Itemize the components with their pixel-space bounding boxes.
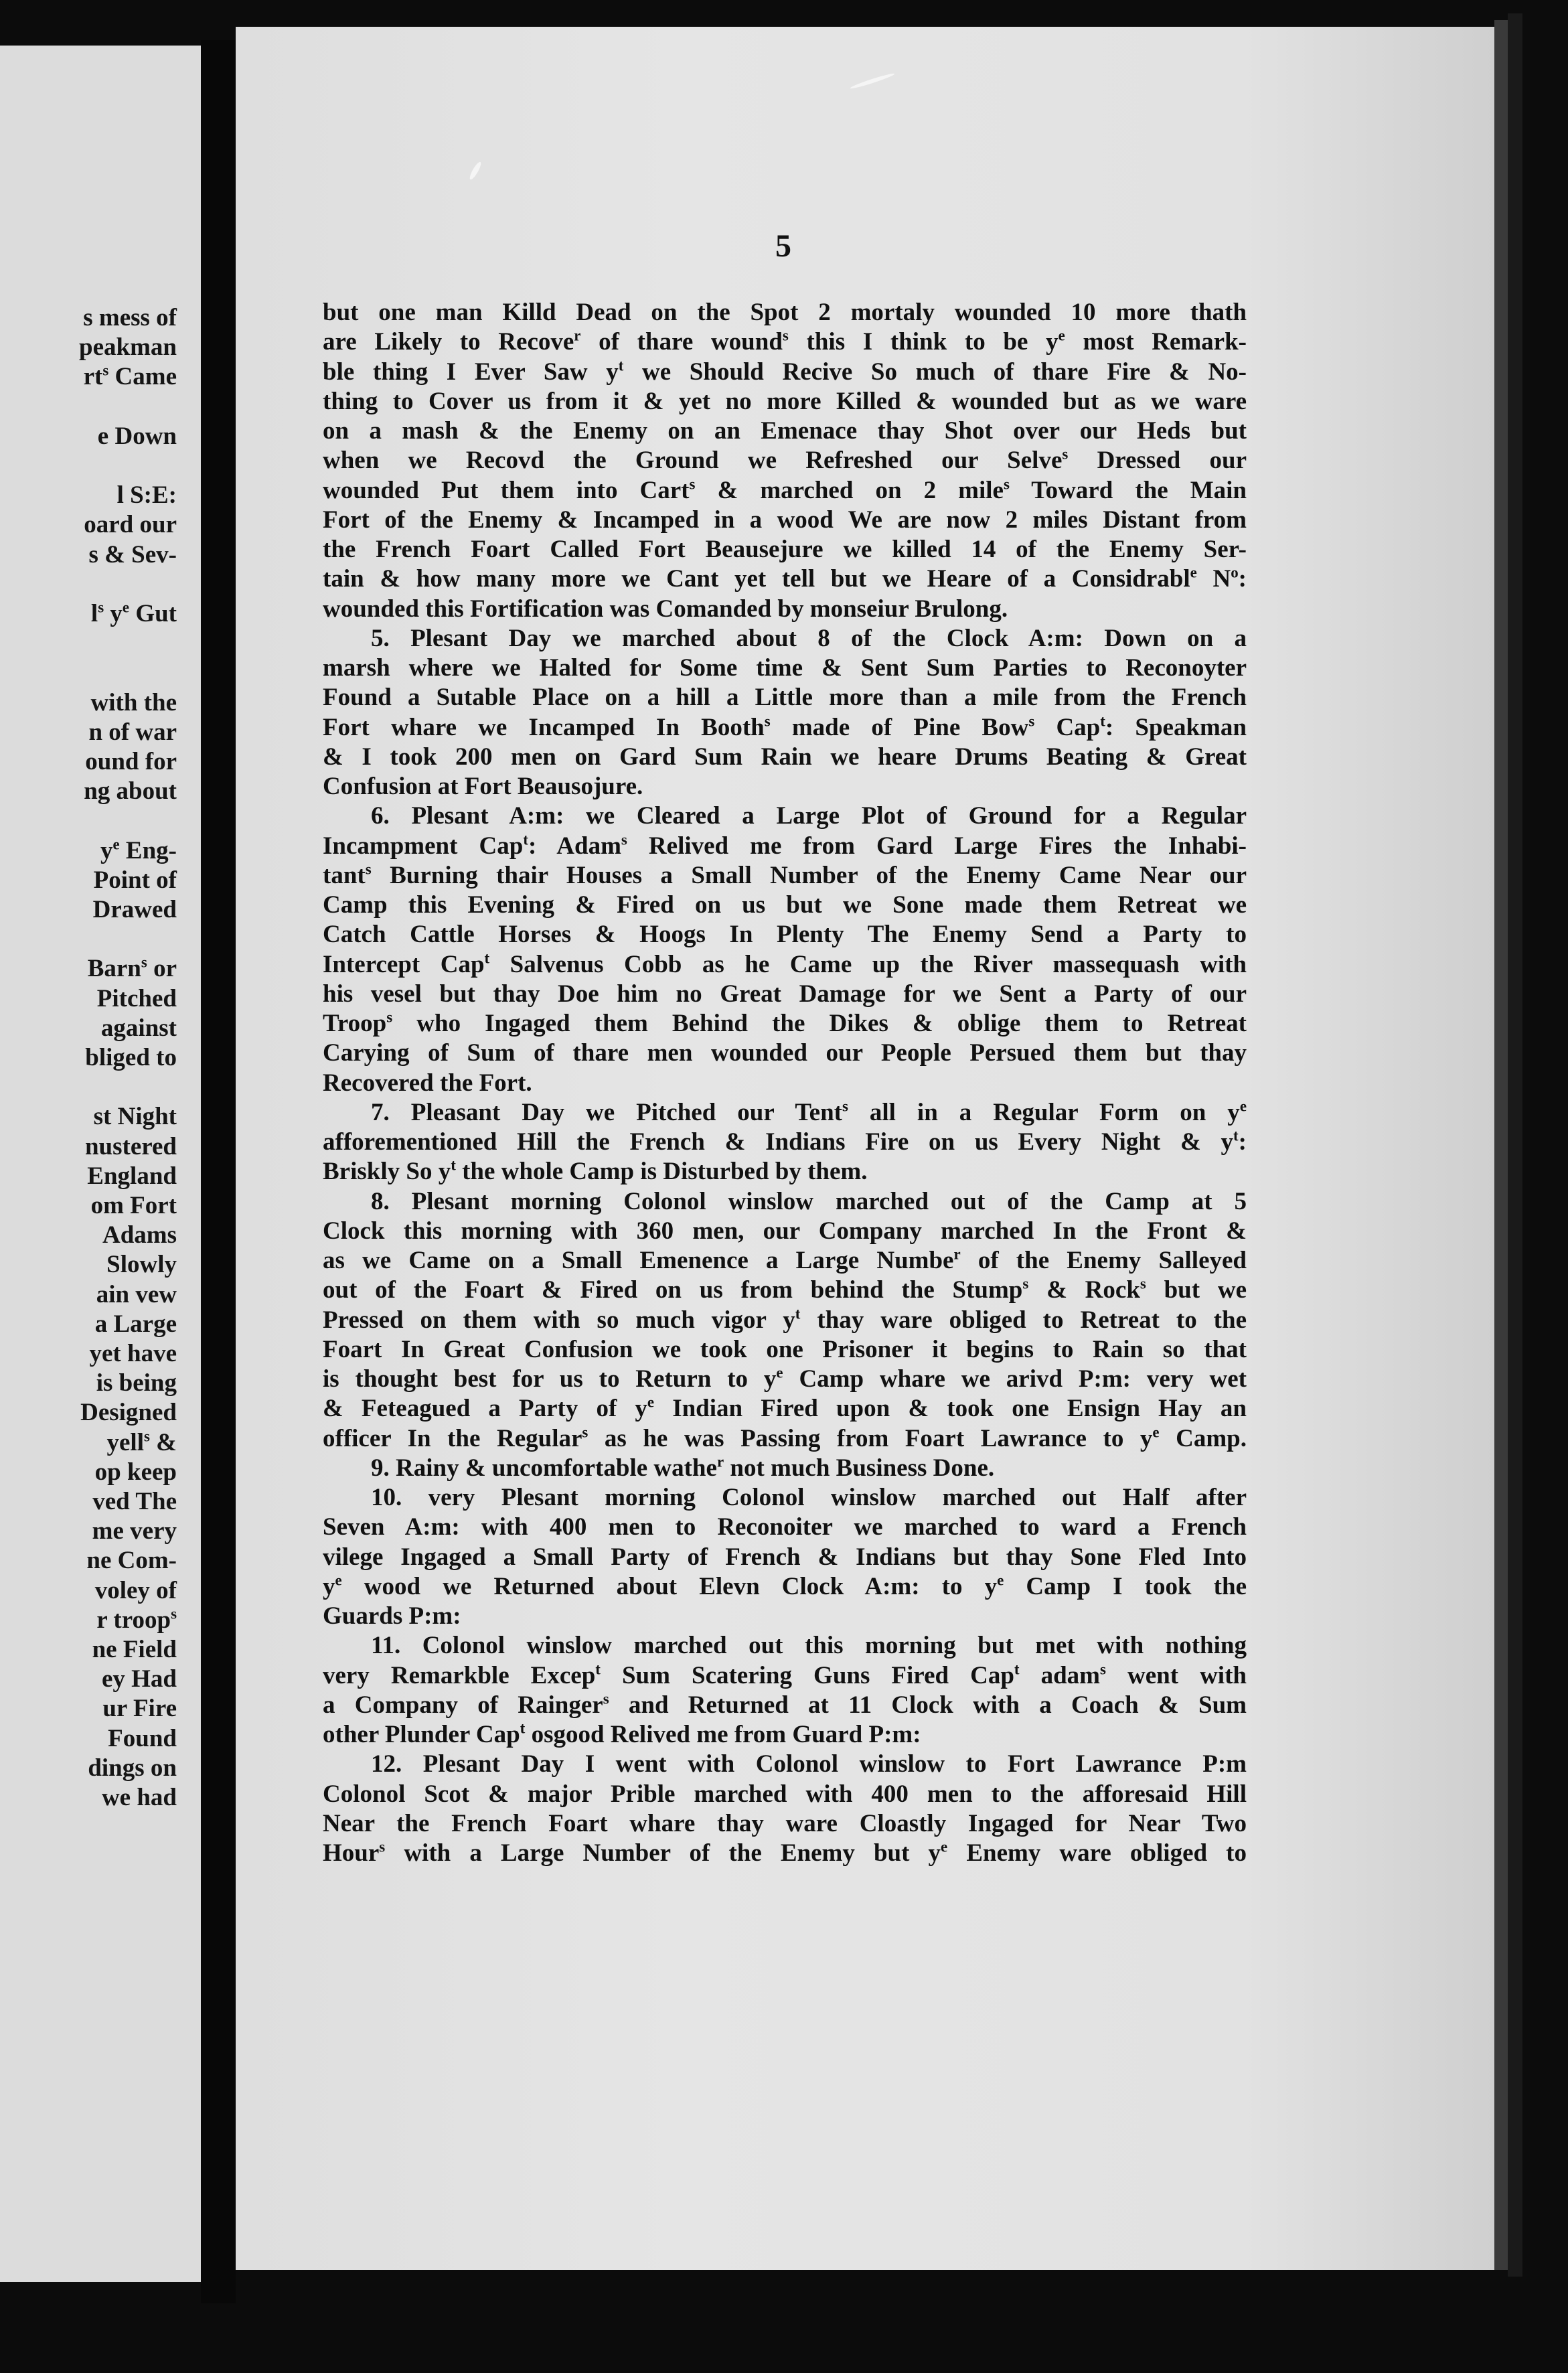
facing-page-fragment <box>0 46 202 2282</box>
text-line: but one man Killd Dead on the Spot 2 mortaly wounded 10 more thath <box>323 299 1247 326</box>
text-line: & I took 200 men on Gard Sum Rain we heare Drums Beating & Great <box>323 743 1247 771</box>
text-line: Intercept Cap$^t$ Salvenus Cobb as he Came up the River massequash with <box>323 949 1247 978</box>
book-gutter <box>201 40 236 2303</box>
page-edge <box>1494 20 1508 2270</box>
text-line: Pressed on them with so much vigor $y^t$ thay ware obliged to Retreat to the <box>323 1304 1247 1334</box>
facing-page-line: r troop$^s$ <box>96 1605 177 1634</box>
facing-page-line: e Down <box>97 422 177 450</box>
text-line: out of the Foart & Fired on us from behind the Stump$^s$ & Rock$^s$ but we <box>323 1275 1247 1304</box>
text-line: officer In the Regular$^s$ as he was Passing from Foart Lawrance to $y^e$ Camp. <box>323 1423 1247 1452</box>
text-line: Foart In Great Confusion we took one Prisoner it begins to Rain so that <box>323 1335 1247 1363</box>
text-line: Fort of the Enemy & Incamped in a wood We are now 2 miles Distant from <box>323 506 1247 534</box>
text-line: ble thing I Ever Saw $y^t$ we Should Recive So much of thare Fire & No- <box>323 356 1247 386</box>
facing-page-line: me very <box>92 1517 177 1545</box>
text-line: thing to Cover us from it & yet no more Killed & wounded but as we ware <box>323 387 1247 415</box>
facing-page-line: with the <box>90 688 177 716</box>
facing-page-line: voley of <box>94 1576 177 1604</box>
text-line: Clock this morning with 360 men, our Company marched In the Front & <box>323 1217 1247 1245</box>
text-line: when we Recovd the Ground we Refreshed our Selve$^s$ Dressed our <box>323 445 1247 475</box>
text-line: on a mash & the Enemy on an Emenace thay Shot over our Heds but <box>323 417 1247 445</box>
facing-page-line: bliged to <box>85 1044 177 1071</box>
text-line: 11. Colonol winslow marched out this morning but met with nothing <box>371 1632 1247 1660</box>
text-line: Recovered the Fort. <box>323 1069 532 1097</box>
text-line: is thought best for us to Return to $y^e$ Camp whare we arivd P:m: very wet <box>323 1364 1247 1393</box>
text-line: Carying of Sum of thare men wounded our People Persued them but thay <box>323 1039 1247 1067</box>
facing-page-line: peakman <box>79 333 177 362</box>
facing-page-line: Designed <box>80 1399 177 1427</box>
facing-page-line: Adams <box>102 1221 177 1249</box>
text-line: Briskly So $y^t$ the whole Camp is Disturbed by them. <box>323 1156 868 1186</box>
text-line: tant$^s$ Burning thair Houses a Small Number of the Enemy Came Near our <box>323 860 1247 889</box>
text-line: 6. Plesant A:m: we Cleared a Large Plot of Ground for a Regular <box>371 802 1247 830</box>
facing-page-line: is being <box>96 1369 177 1397</box>
facing-page-line: n of war <box>88 718 177 746</box>
facing-page-line: ved The <box>92 1488 177 1515</box>
text-line: 5. Plesant Day we marched about 8 of the Clock A:m: Down on a <box>371 624 1247 652</box>
text-line: Hour$^s$ with a Large Number of the Enemy but $y^e$ Enemy ware obliged to <box>323 1838 1247 1867</box>
text-line: Camp this Evening & Fired on us but we Sone made them Retreat we <box>323 891 1247 919</box>
facing-page-line: l S:E: <box>116 481 177 510</box>
facing-page-line: yell$^s$ & <box>106 1427 177 1456</box>
facing-page-line: $rt^s$ Came <box>83 362 177 391</box>
facing-page-line: yet have <box>89 1340 177 1367</box>
text-line: Catch Cattle Horses & Hoogs In Plenty The Enemy Send a Party to <box>323 921 1247 949</box>
text-line: 10. very Plesant morning Colonol winslow marched out Half after <box>371 1484 1247 1511</box>
facing-page-line: ne Com- <box>86 1547 177 1575</box>
facing-page-line: ain vew <box>96 1280 177 1308</box>
text-line: as we Came on a Small Emenence a Large Numbe$^r$ of the Enemy Salleyed <box>323 1245 1247 1274</box>
facing-page-line: a Large <box>94 1310 177 1338</box>
facing-page-line: ur Fire <box>102 1695 177 1723</box>
facing-page-line: England <box>87 1162 177 1190</box>
facing-page-line: nustered <box>84 1132 177 1160</box>
facing-page-line: s & Sev- <box>88 540 177 568</box>
facing-page-line: st Night <box>93 1103 177 1131</box>
facing-page-line: s mess of <box>83 304 177 331</box>
facing-page-line: Barn$^s$ or <box>87 953 177 983</box>
text-line: 9. Rainy & uncomfortable wathe$^r$ not much Business Done. <box>371 1453 995 1482</box>
text-line: his vesel but thay Doe him no Great Damage for we Sent a Party of our <box>323 980 1247 1008</box>
text-line: Confusion at Fort Beausojure. <box>323 773 643 800</box>
text-line: Colonol Scot & major Prible marched with 400 men to the afforesaid Hill <box>323 1780 1247 1808</box>
text-line: the French Foart Called Fort Beausejure we killed 14 of the Enemy Ser- <box>323 536 1247 563</box>
text-line: are Likely to Recove$^r$ of thare wound$^s$ this I think to be $y^e$ most Remark- <box>323 327 1247 356</box>
text-line: wounded Put them into Cart$^s$ & marched on 2 mile$^s$ Toward the Main <box>323 475 1247 504</box>
text-line: very Remarkble Excep$^t$ Sum Scatering Guns Fired Cap$^t$ adam$^s$ went with <box>323 1660 1247 1689</box>
text-line: Guards P:m: <box>323 1602 461 1630</box>
text-line: marsh where we Halted for Some time & Sent Sum Parties to Reconoyter <box>323 654 1247 682</box>
text-line: Found a Sutable Place on a hill a Little more than a mile from the French <box>323 684 1247 712</box>
text-line: wounded this Fortification was Comanded by monseiur Brulong. <box>323 595 1008 623</box>
facing-page-line: ey Had <box>101 1665 177 1693</box>
text-line: tain & how many more we Cant yet tell but we Heare of a Considrabl$^e$ $N^o$: <box>323 564 1247 593</box>
text-line: & Feteagued a Party of $y^e$ Indian Fired upon & took one Ensign Hay an <box>323 1393 1247 1423</box>
facing-page-line: Found <box>108 1724 177 1752</box>
text-line: other Plunder Cap$^t$ osgood Relived me from Guard P:m: <box>323 1719 921 1748</box>
facing-page-line: oard our <box>84 511 177 539</box>
text-line: vilege Ingaged a Small Party of French & Indians but thay Sone Fled Into <box>323 1543 1247 1571</box>
text-line: a Company of Rainger$^s$ and Returned at 11 Clock with a Coach & Sum <box>323 1690 1247 1719</box>
page-edge-shadow <box>1508 13 1522 2277</box>
text-line: Near the French Foart whare thay ware Cloastly Ingaged for Near Two <box>323 1809 1247 1837</box>
facing-page-line: $l^s$ $y^e$ Gut <box>90 599 177 627</box>
text-line: 7. Pleasant Day we Pitched our Tent$^s$ all in a Regular Form on $y^e$ <box>371 1097 1247 1126</box>
facing-page-line: ne Field <box>92 1636 177 1663</box>
facing-page-line: ound for <box>85 748 177 775</box>
text-line: 12. Plesant Day I went with Colonol winslow to Fort Lawrance P:m <box>371 1750 1247 1778</box>
facing-page-line: Drawed <box>92 896 177 923</box>
text-line: Troop$^s$ who Ingaged them Behind the Dikes & oblige them to Retreat <box>323 1008 1247 1037</box>
facing-page-line: op keep <box>94 1458 177 1486</box>
journal-text <box>323 298 1247 1868</box>
text-line: Seven A:m: with 400 men to Reconoiter we marched to ward a French <box>323 1513 1247 1541</box>
facing-page-line: Slowly <box>106 1251 177 1279</box>
facing-page-line: $y^e$ Eng- <box>100 835 177 864</box>
text-line: Fort whare we Incamped In Booth$^s$ made of Pine Bow$^s$ Cap$^t$: Speakman <box>323 712 1247 741</box>
facing-page-line: ng about <box>84 777 177 806</box>
facing-page-line: Point of <box>93 866 177 894</box>
text-line: 8. Plesant morning Colonol winslow marched out of the Camp at 5 <box>371 1187 1247 1215</box>
text-line: afforementioned Hill the French & Indians Fire on us Every Night & $y^t$: <box>323 1127 1247 1156</box>
text-line: $y^e$ wood we Returned about Elevn Clock A:m: to $y^e$ Camp I took the <box>323 1572 1247 1600</box>
facing-page-line: Pitched <box>96 984 177 1012</box>
facing-page-line: we had <box>101 1784 177 1811</box>
page-number: 5 <box>775 228 791 264</box>
facing-page-line: om Fort <box>90 1192 177 1219</box>
facing-page-line: against <box>100 1014 177 1042</box>
text-line: Incampment Cap$^t$: Adam$^s$ Relived me from Gard Large Fires the Inhabi- <box>323 830 1247 860</box>
facing-page-line: dings on <box>88 1754 177 1782</box>
